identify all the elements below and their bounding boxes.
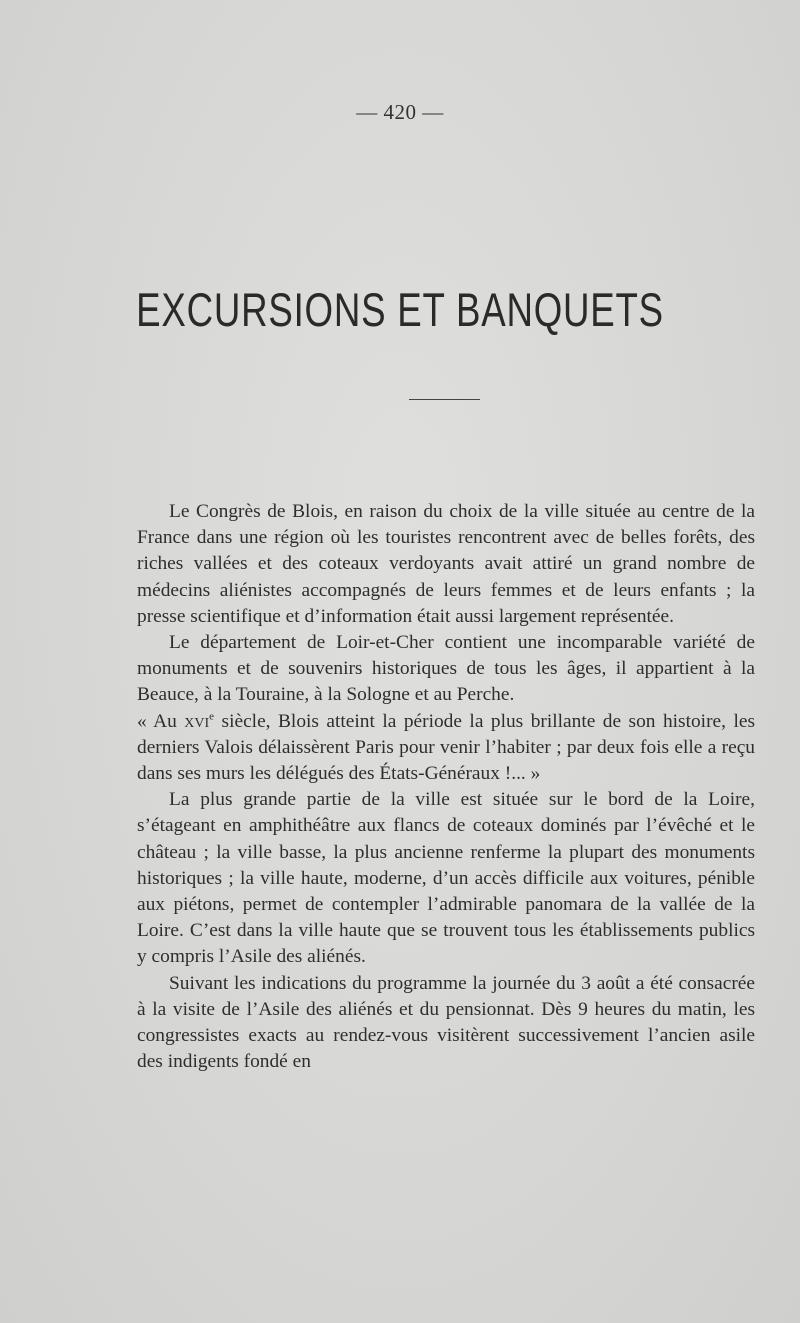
section-title: EXCURSIONS ET BANQUETS	[136, 283, 664, 336]
paragraph-programme: Suivant les indications du programme la journée du 3 août a été consacrée à la visite de l’Asile des aliénés et du pensionnat. Dès 9 heures du matin, les congressistes exacts au rendez-vous visitèrent successivement l’ancien asile des indigents fondé en	[137, 972, 755, 1073]
paragraph-congres: Le Congrès de Blois, en raison du choix de la ville située au centre de la France dans une région où les touristes rencontrent avec de belles forêts, des riches vallées et des coteaux verdoyants avait attiré un grand nombre de médecins aliénistes accompagnés de leurs femmes et de leurs enfants ; la presse scientifique et d’information était aussi largement représentée.	[137, 501, 755, 627]
paragraph-quote	[137, 709, 755, 788]
title-separator-rule	[409, 399, 480, 400]
paragraph-departement: Le département de Loir-et-Cher contient une incomparable variété de monuments et de souvenirs historiques de tous les âges, il appartient à la Beauce, à la Touraine, à la Sologne et au Perche.	[137, 632, 755, 706]
page-number: — 420 —	[356, 100, 444, 124]
body-text	[137, 499, 755, 1075]
quote-century-sup: e	[209, 710, 215, 723]
quote-rest: siècle, Blois atteint la période la plus brillante de son histoire, les derniers Valois délaissèrent Paris pour venir l’habiter ; par deux fois elle a reçu dans ses murs les délégués des États-Généraux !... »	[137, 710, 755, 785]
paragraph-ville: La plus grande partie de la ville est située sur le bord de la Loire, s’étageant en amphithéâtre aux flancs de coteaux dominés par l’évêché et le château ; la ville basse, la plus ancienne renferme la plupart des monuments historiques ; la ville haute, moderne, d’un accès difficile aux voitures, pénible aux piétons, permet de contempler l’admirable panomara de la vallée de la Loire. C’est dans la ville haute que se trouvent tous les établissements publics y compris l’Asile des aliénés.	[137, 789, 755, 968]
quote-century: xvi	[184, 710, 210, 732]
quote-open: « Au	[137, 710, 185, 732]
